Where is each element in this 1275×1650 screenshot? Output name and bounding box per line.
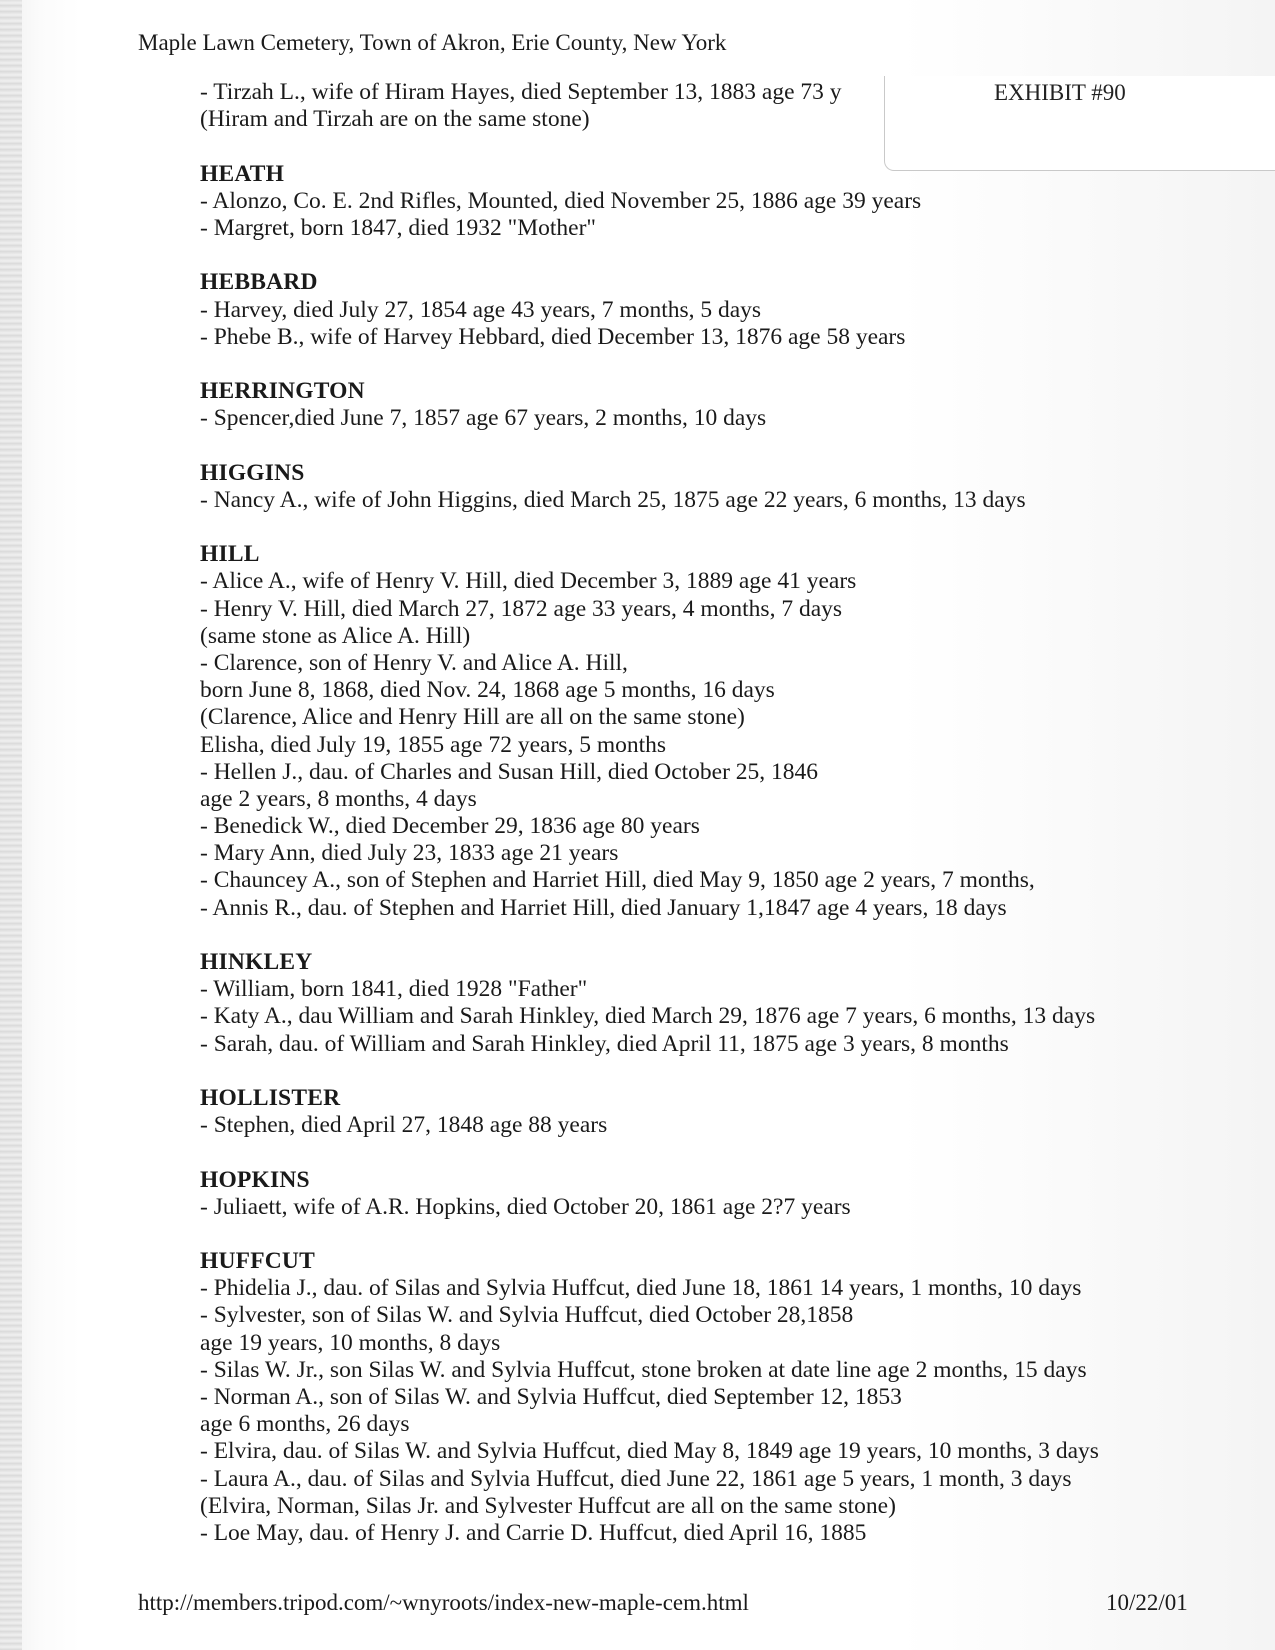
surname-heading: HIGGINS (200, 459, 305, 486)
surname-heading: HOLLISTER (200, 1084, 341, 1111)
record-line: Elisha, died July 19, 1855 age 72 years, 5 months (200, 731, 667, 758)
record-line: - Katy A., dau William and Sarah Hinkley, died March 29, 1876 age 7 years, 6 months, 13 days (200, 1003, 1096, 1030)
record-line: - Juliaett, wife of A.R. Hopkins, died October 20, 1861 age 2?7 years (200, 1193, 851, 1220)
record-line: born June 8, 1868, died Nov. 24, 1868 age 5 months, 16 days (200, 677, 775, 704)
exhibit-label: EXHIBIT #90 (994, 80, 1126, 105)
surname-heading: HEATH (200, 160, 285, 187)
record-line: - Alonzo, Co. E. 2nd Rifles, Mounted, died November 25, 1886 age 39 years (200, 187, 922, 214)
record-line: - Henry V. Hill, died March 27, 1872 age 33 years, 4 months, 7 days (200, 595, 843, 622)
section-spacer (200, 1221, 1180, 1248)
footer-date: 10/22/01 (1106, 1590, 1188, 1615)
surname-heading: HILL (200, 541, 260, 568)
record-line: - Laura A., dau. of Silas and Sylvia Huffcut, died June 22, 1861 age 5 years, 1 month, 3 days (200, 1465, 1072, 1492)
record-line: - Silas W. Jr., son Silas W. and Sylvia Huffcut, stone broken at date line age 2 months, 15 days (200, 1356, 1087, 1383)
record-line: (Clarence, Alice and Henry Hill are all on the same stone) (200, 704, 745, 731)
record-line: age 2 years, 8 months, 4 days (200, 785, 477, 812)
section-spacer (200, 514, 1180, 541)
record-list (200, 79, 1180, 1547)
record-line: - Harvey, died July 27, 1854 age 43 years, 7 months, 5 days (200, 296, 762, 323)
section-spacer (200, 432, 1180, 459)
record-line: - Annis R., dau. of Stephen and Harriet Hill, died January 1,1847 age 4 years, 18 days (200, 894, 1007, 921)
record-line: - Loe May, dau. of Henry J. and Carrie D. Huffcut, died April 16, 1885 (200, 1519, 867, 1546)
record-line: - Sylvester, son of Silas W. and Sylvia Huffcut, died October 28,1858 (200, 1302, 854, 1329)
record-line: age 19 years, 10 months, 8 days (200, 1329, 501, 1356)
record-line: - Spencer,died June 7, 1857 age 67 years, 2 months, 10 days (200, 405, 767, 432)
record-line: - Nancy A., wife of John Higgins, died March 25, 1875 age 22 years, 6 months, 13 days (200, 486, 1026, 513)
record-line: - William, born 1841, died 1928 "Father" (200, 976, 588, 1003)
footer-url: http://members.tripod.com/~wnyroots/index-new-maple-cem.html (138, 1590, 749, 1615)
section-spacer (200, 1058, 1180, 1085)
record-line: - Hellen J., dau. of Charles and Susan Hill, died October 25, 1846 (200, 758, 819, 785)
surname-heading: HERRINGTON (200, 378, 365, 405)
scan-left-edge (0, 0, 22, 1650)
section-spacer (200, 242, 1180, 269)
record-line: (Elvira, Norman, Silas Jr. and Sylvester Huffcut are all on the same stone) (200, 1492, 896, 1519)
surname-heading: HEBBARD (200, 269, 318, 296)
section-spacer (200, 351, 1180, 378)
section-spacer (200, 133, 1180, 160)
record-line: - Alice A., wife of Henry V. Hill, died December 3, 1889 age 41 years (200, 568, 857, 595)
record-line: - Sarah, dau. of William and Sarah Hinkley, died April 11, 1875 age 3 years, 8 months (200, 1030, 1009, 1057)
record-line: (Hiram and Tirzah are on the same stone) (200, 106, 590, 133)
record-line: - Tirzah L., wife of Hiram Hayes, died September 13, 1883 age 73 y (200, 79, 842, 105)
surname-heading: HINKLEY (200, 949, 313, 975)
page-header: Maple Lawn Cemetery, Town of Akron, Erie County, New York (138, 30, 727, 55)
record-line: - Margret, born 1847, died 1932 "Mother" (200, 214, 596, 241)
record-line: age 6 months, 26 days (200, 1411, 410, 1438)
record-line: - Clarence, son of Henry V. and Alice A. Hill, (200, 649, 628, 676)
section-spacer (200, 922, 1180, 949)
surname-heading: HUFFCUT (200, 1248, 315, 1275)
record-line: - Mary Ann, died July 23, 1833 age 21 years (200, 840, 619, 867)
section-spacer (200, 1139, 1180, 1166)
record-line: - Benedick W., died December 29, 1836 age 80 years (200, 813, 700, 840)
record-line: - Phebe B., wife of Harvey Hebbard, died December 13, 1876 age 58 years (200, 323, 906, 350)
surname-heading: HOPKINS (200, 1166, 310, 1193)
record-line: - Norman A., son of Silas W. and Sylvia Huffcut, died September 12, 1853 (200, 1384, 902, 1410)
record-line: - Elvira, dau. of Silas W. and Sylvia Huffcut, died May 8, 1849 age 19 years, 10 months, 3 days (200, 1438, 1099, 1465)
record-line: - Stephen, died April 27, 1848 age 88 years (200, 1112, 608, 1139)
record-line: - Phidelia J., dau. of Silas and Sylvia Huffcut, died June 18, 1861 14 years, 1 months, 10 days (200, 1275, 1082, 1302)
record-line: (same stone as Alice A. Hill) (200, 622, 471, 649)
record-line: - Chauncey A., son of Stephen and Harriet Hill, died May 9, 1850 age 2 years, 7 months, (200, 867, 1035, 894)
